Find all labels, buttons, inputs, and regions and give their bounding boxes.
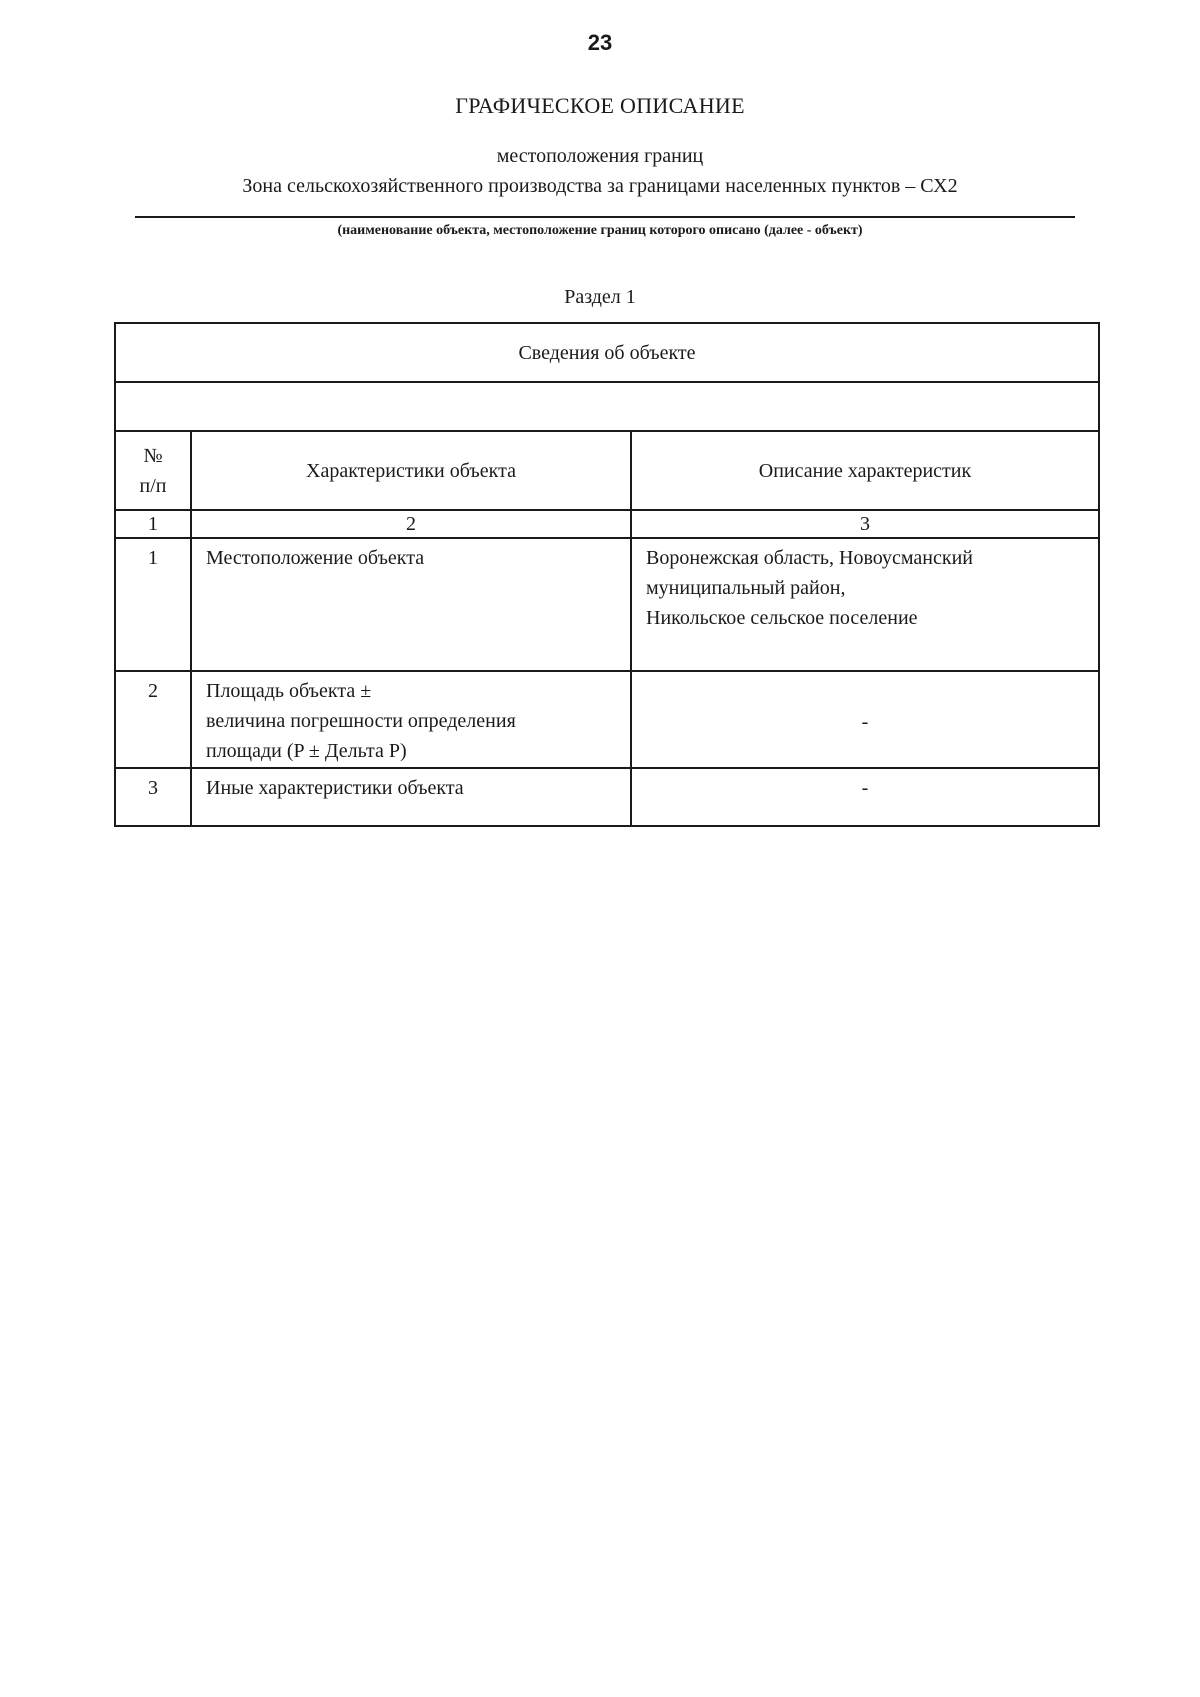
characteristic-line: площади (P ± Дельта P) xyxy=(206,740,407,762)
table-row xyxy=(115,768,1099,826)
subtitle-line-2: Зона сельскохозяйственного производства за границами населенных пунктов – СХ2 xyxy=(242,175,958,197)
row-characteristic xyxy=(191,538,631,671)
characteristic-line: величина погрешности определения xyxy=(206,710,516,732)
column-numbers-row xyxy=(115,510,1099,538)
characteristic-line: Иные характеристики объекта xyxy=(206,777,464,799)
object-name-rule xyxy=(135,216,1075,218)
table-blank-cell xyxy=(115,382,1099,431)
table-blank-row xyxy=(115,382,1099,431)
header-num-line-2: п/п xyxy=(139,474,167,497)
header-description: Описание характеристик xyxy=(631,431,1099,510)
row-description: - xyxy=(631,768,1099,826)
characteristic-line: Местоположение объекта xyxy=(206,547,425,569)
subtitle-line-1: местоположения границ xyxy=(496,145,704,167)
row-characteristic xyxy=(191,768,631,826)
table-row xyxy=(115,538,1099,671)
row-description: - xyxy=(631,671,1099,768)
header-characteristics: Характеристики объекта xyxy=(191,431,631,510)
table-header-row xyxy=(115,431,1099,510)
section-label: Раздел 1 xyxy=(564,286,636,308)
row-num: 1 xyxy=(115,538,191,671)
rule-caption: (наименование объекта, местоположение границ которого описано (далее - объект) xyxy=(337,223,863,238)
column-number: 2 xyxy=(191,510,631,538)
row-description xyxy=(631,538,1099,671)
table-title-row xyxy=(115,323,1099,382)
object-info-table xyxy=(114,322,1100,827)
document-title: ГРАФИЧЕСКОЕ ОПИСАНИЕ xyxy=(455,93,745,118)
description-line: Воронежская область, Новоусманский xyxy=(646,547,973,569)
page-number: 23 xyxy=(587,30,613,55)
table-title: Сведения об объекте xyxy=(115,323,1099,382)
description-line: муниципальный район, xyxy=(646,577,846,599)
row-num: 3 xyxy=(115,768,191,826)
column-number: 3 xyxy=(631,510,1099,538)
row-characteristic xyxy=(191,671,631,768)
header-num xyxy=(115,431,191,510)
characteristic-line: Площадь объекта ± xyxy=(206,680,372,702)
row-num: 2 xyxy=(115,671,191,768)
table-row xyxy=(115,671,1099,768)
description-line: Никольское сельское поселение xyxy=(646,607,918,629)
column-number: 1 xyxy=(115,510,191,538)
header-num-line-1: № xyxy=(143,444,163,467)
